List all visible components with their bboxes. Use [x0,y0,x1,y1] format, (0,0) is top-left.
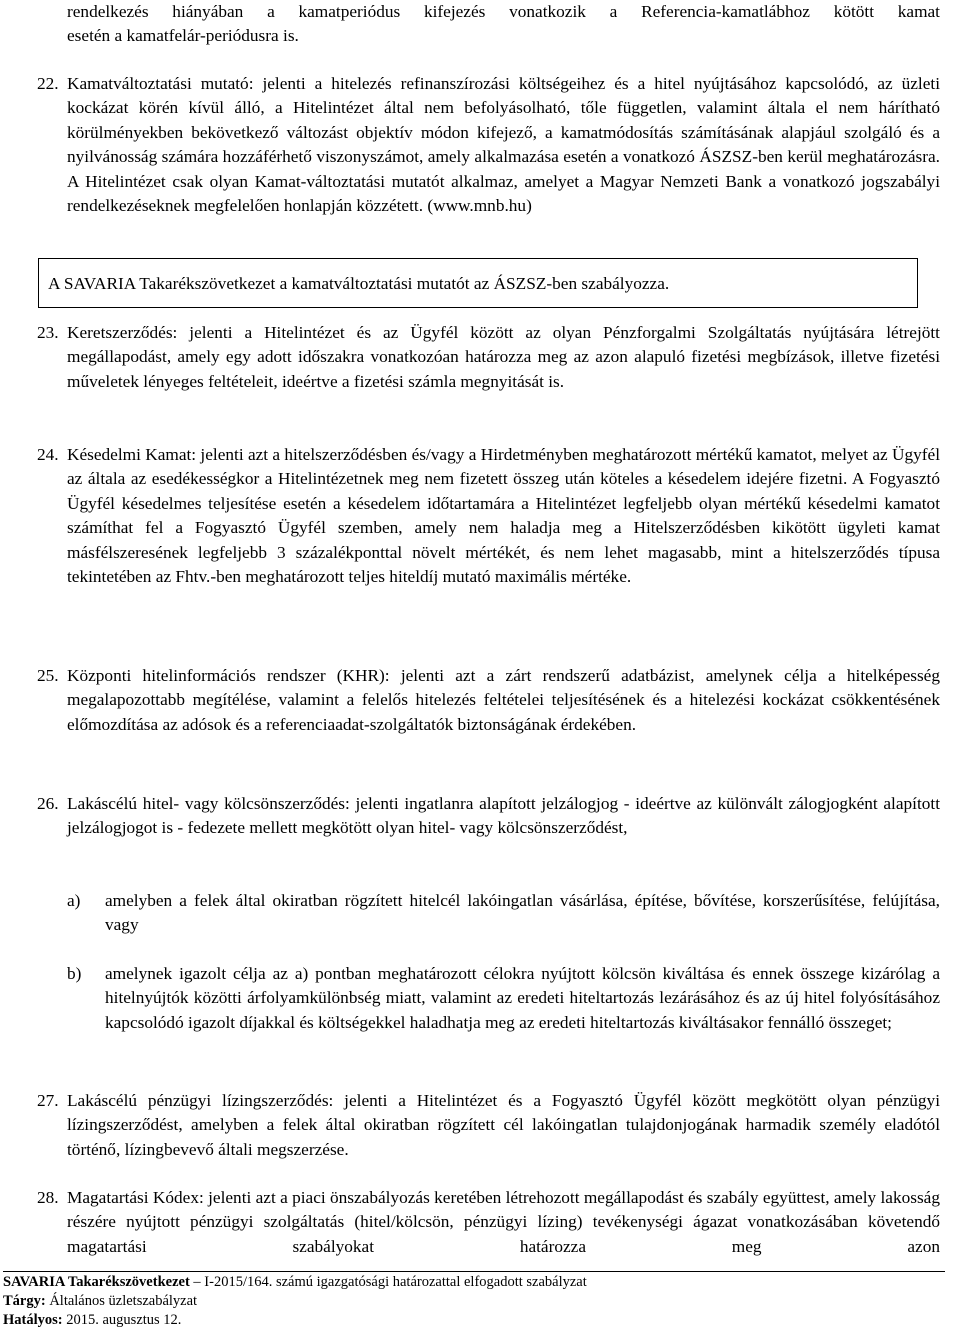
item-26-text [67,792,940,841]
item-27-text [67,1089,940,1162]
item-22-text [67,72,940,218]
item-26-number: 26. [37,794,59,813]
item-27-number: 27. [37,1091,59,1110]
item-27-body: Lakáscélú pénzügyi lízingszerződés: jelenti a Hitelintézet és a Fogyasztó Ügyfél között megkötött olyan pénzügyi lízingszerződést, amelyben a felek által okiratban rögzített cél lakóingatlan tulajdonjogának harmadik személy eladótól történő, lízingbevevő általi megszerzése. [67,1091,940,1159]
item-24-text [67,443,940,589]
footer-line-1 [3,1273,953,1292]
page-footer [3,1273,953,1330]
footer-org: SAVARIA Takarékszövetkezet [3,1274,190,1290]
item-26-b-label: b) [67,964,82,983]
footer-effective: 2015. augusztus 12. [62,1312,182,1328]
item-23-body: Keretszerződés: jelenti a Hitelintézet és az Ügyfél között az olyan Pénzforgalmi Szolgáltatás nyújtására létrejött megállapodást, amely egy adott időszakra vonatkozóan határozza meg az azon alapuló fizetési megbízások, illetve fizetési műveletek lényeges feltételeit, ideértve a fizetési számla megnyitását is. [67,323,940,391]
boxed-note-text: A SAVARIA Takarékszövetkezet a kamatváltoztatási mutatót az ÁSZSZ-ben szabályozza. [48,274,670,293]
item-26-a-label: a) [67,891,81,910]
item-28-text [67,1186,940,1259]
intro-paragraph [67,0,940,49]
item-28-number: 28. [37,1188,59,1207]
footer-effective-label: Hatályos: [3,1312,63,1328]
intro-line-2: esetén a kamatfelár-periódusra is. [67,26,299,46]
intro-line-1: rendelkezés hiányában a kamatperiódus kifejezés vonatkozik a Referencia-kamatlábhoz kötött kamat [67,2,940,21]
footer-line-2 [3,1292,953,1311]
item-26-body: Lakáscélú hitel- vagy kölcsönszerződés: jelenti ingatlanra alapított jelzálogjog - ideértve az különvált zálogjogként alapított jelzálogjogot is - fedezete mellett megkötött olyan hitel- vagy kölcsönszerződést, [67,794,940,838]
item-28-body: Magatartási Kódex: jelenti azt a piaci önszabályozás keretében létrehozott megállapodást és szabály együttest, amely lakosság részére nyújtott pénzügyi szolgáltatás (hitel/kölcsön, pénzügyi lízing) tevékenységi ágazat vonatkozásában követendő magatartási szabályokat határozza meg azon [67,1188,940,1256]
mnb-link[interactable]: www.mnb.hu [433,196,527,216]
footer-line-3 [3,1311,953,1330]
item-25-number: 25. [37,666,59,685]
item-26-a-text: amelyben a felek által okiratban rögzített hitelcél lakóingatlan vásárlása, építése, bővítése, korszerűsítése, felújítása, vagy [105,891,940,935]
footer-subject: Általános üzletszabályzat [45,1293,198,1309]
item-25-body: Központi hitelinformációs rendszer (KHR): jelenti azt a zárt rendszerű adatbázist, amelynek célja a hitelképesség megalapozottabb megítélése, valamint a felelős hitelezés feltételei teljesítésének és a hitelezési kockázat csökkentésének előmozdítása az adósok és a referenciaadat-szolgáltatók biztonságának érdekében. [67,666,940,734]
item-22-body: Kamatváltoztatási mutató: jelenti a hitelezés refinanszírozási költségeihez és a hitel nyújtásához kapcsolódó, az üzleti kockázat körén kívül álló, a Hitelintézet által nem befolyásolható, tőle független, valamint általa el nem hárítható körülményekben bekövetkező változást objektív módon kifejező, a kamatmódosítás számításának alapjául szolgáló és a nyilvánosság számára hozzáférhető viszonyszámot, amely alkalmazása esetén a vonatkozó ÁSZSZ-ben kerül meghatározásra. A Hitelintézet csak olyan Kamat-változtatási mutatót alkalmaz, amelyet a Magyar Nemzeti Bank a vonatkozó jogszabályi rendelkezéseknek megfelelően honlapján közzétett. ( [67,74,940,216]
footer-ref: – I-2015/164. számú igazgatósági határozattal elfogadott szabályzat [189,1274,587,1290]
item-23-text [67,321,940,394]
item-23-number: 23. [37,323,59,342]
item-26-b-text: amelynek igazolt célja az a) pontban meghatározott célokra nyújtott kölcsön kiváltása és ennek összege kizárólag a hitelnyújtók közötti árfolyamkülönbség miatt, valamint az eredeti hiteltartozás lezárásához és az új hitel folyósításához kapcsolódó igazolt díjakkal és költségekkel haladhatja meg az eredeti hiteltartozás kiváltásakor fennálló összeget; [105,964,940,1032]
item-22-number: 22. [37,74,59,93]
footer-subject-label: Tárgy: [3,1293,46,1309]
item-24-body: Késedelmi Kamat: jelenti azt a hitelszerződésben és/vagy a Hirdetményben meghatározott mértékű kamatot, melyet az Ügyfél az általa az esedékességkor a Hitelintézetnek meg nem fizetett összeg után köteles a késedelem idejére fizetni. A Fogyasztó Ügyfél késedelmes teljesítése esetén a késedelem időtartamára a Hitelintézet legfeljebb olyan mértékű késedelmi kamatot számíthat fel a Fogyasztó Ügyfél szemben, amely nem haladja meg a Hitelszerződésben kikötött ügyleti kamat másfélszeresének legfeljebb 3 százalékponttal növelt mértékét, és nem lehet magasabb, mint a hitelszerződés típusa tekintetében az Fhtv.-ben meghatározott teljes hiteldíj mutató maximális mértéke. [67,445,940,587]
boxed-note [38,258,918,308]
item-24-number: 24. [37,445,59,464]
item-22-end: ) [526,196,532,216]
footer-divider [3,1271,945,1272]
item-25-text [67,664,940,737]
